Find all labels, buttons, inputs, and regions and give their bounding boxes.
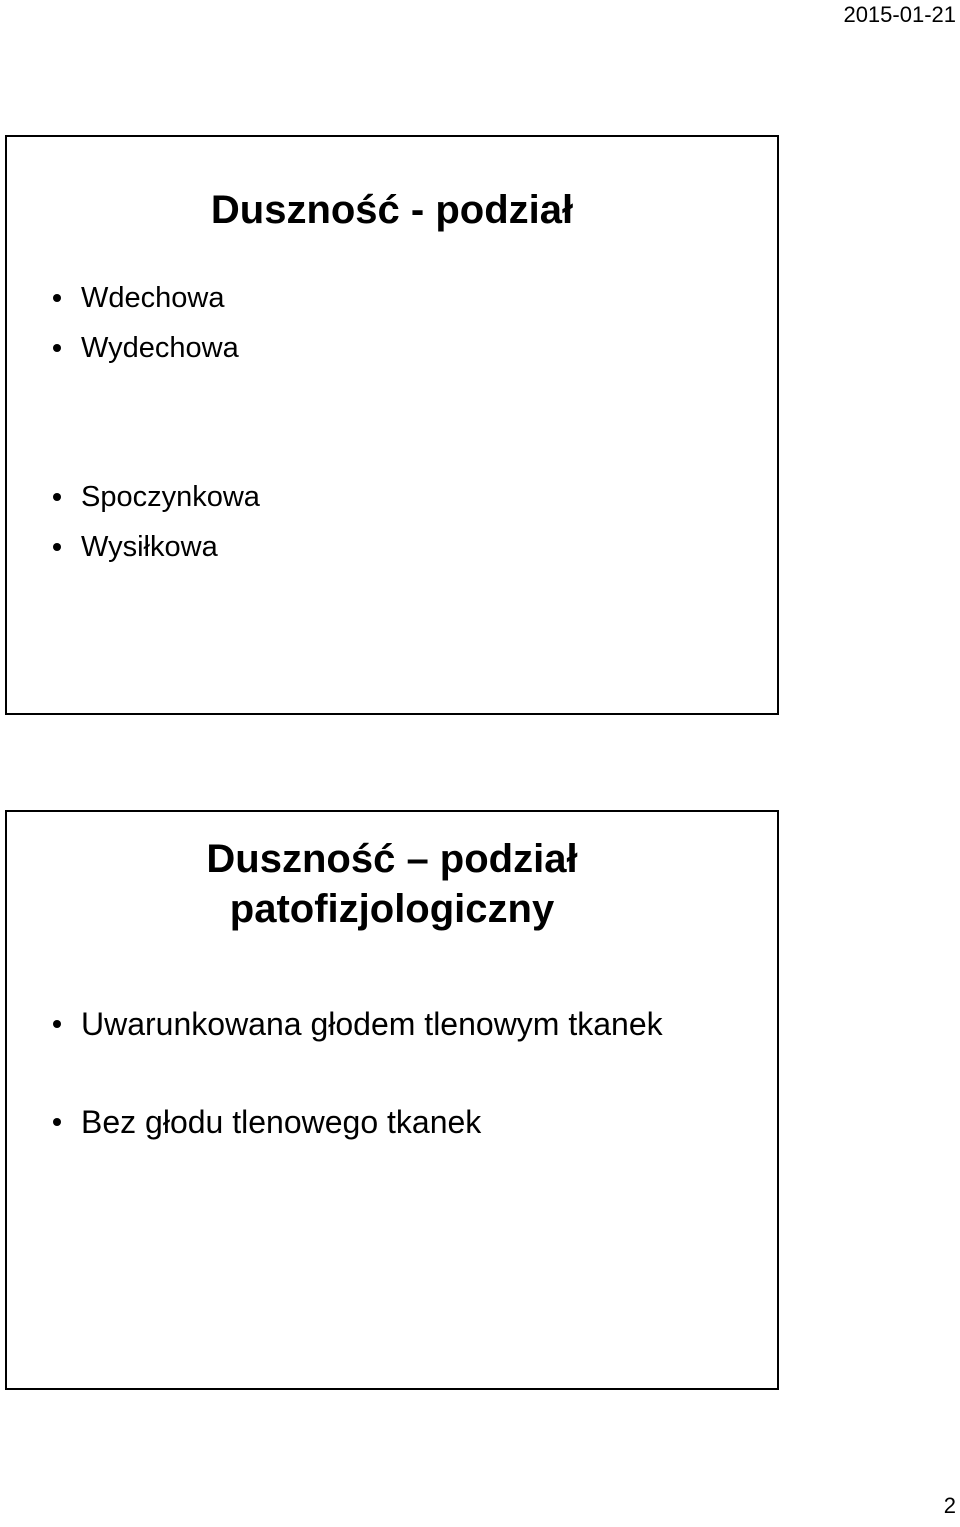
bullet-text: Wysiłkowa: [81, 531, 218, 563]
bullet-list: [51, 1102, 767, 1142]
slide-1: [5, 135, 779, 715]
slide-title: [7, 185, 777, 235]
bullet-dot-icon: [53, 1020, 61, 1028]
bullet-text: Wydechowa: [81, 332, 239, 364]
bullet-item: [51, 522, 767, 572]
bullet-item: [51, 1102, 767, 1142]
bullet-list: [51, 273, 767, 373]
bullet-dot-icon: [53, 493, 61, 501]
bullet-item: [51, 323, 767, 373]
slide-title-line: Duszność – podział: [206, 837, 578, 881]
bullet-item: [51, 273, 767, 323]
bullet-dot-icon: [53, 344, 61, 352]
bullet-list: [51, 472, 767, 572]
slide-title-line: patofizjologiczny: [229, 887, 555, 931]
page-date: 2015-01-21: [843, 2, 956, 27]
bullet-dot-icon: [53, 294, 61, 302]
bullet-text: Spoczynkowa: [81, 481, 260, 513]
slide-title: [7, 834, 777, 934]
bullet-text: Wdechowa: [81, 282, 225, 314]
bullet-text: Uwarunkowana głodem tlenowym tkanek: [81, 1006, 663, 1042]
slide-2: [5, 810, 779, 1390]
bullet-item: [51, 1004, 767, 1044]
bullet-text: Bez głodu tlenowego tkanek: [81, 1104, 482, 1140]
page-number: 2: [943, 1493, 956, 1518]
slide-title-line: Duszność - podział: [210, 188, 574, 232]
bullet-dot-icon: [53, 543, 61, 551]
bullet-list: [51, 1004, 767, 1044]
bullet-item: [51, 472, 767, 522]
bullet-dot-icon: [53, 1118, 61, 1126]
